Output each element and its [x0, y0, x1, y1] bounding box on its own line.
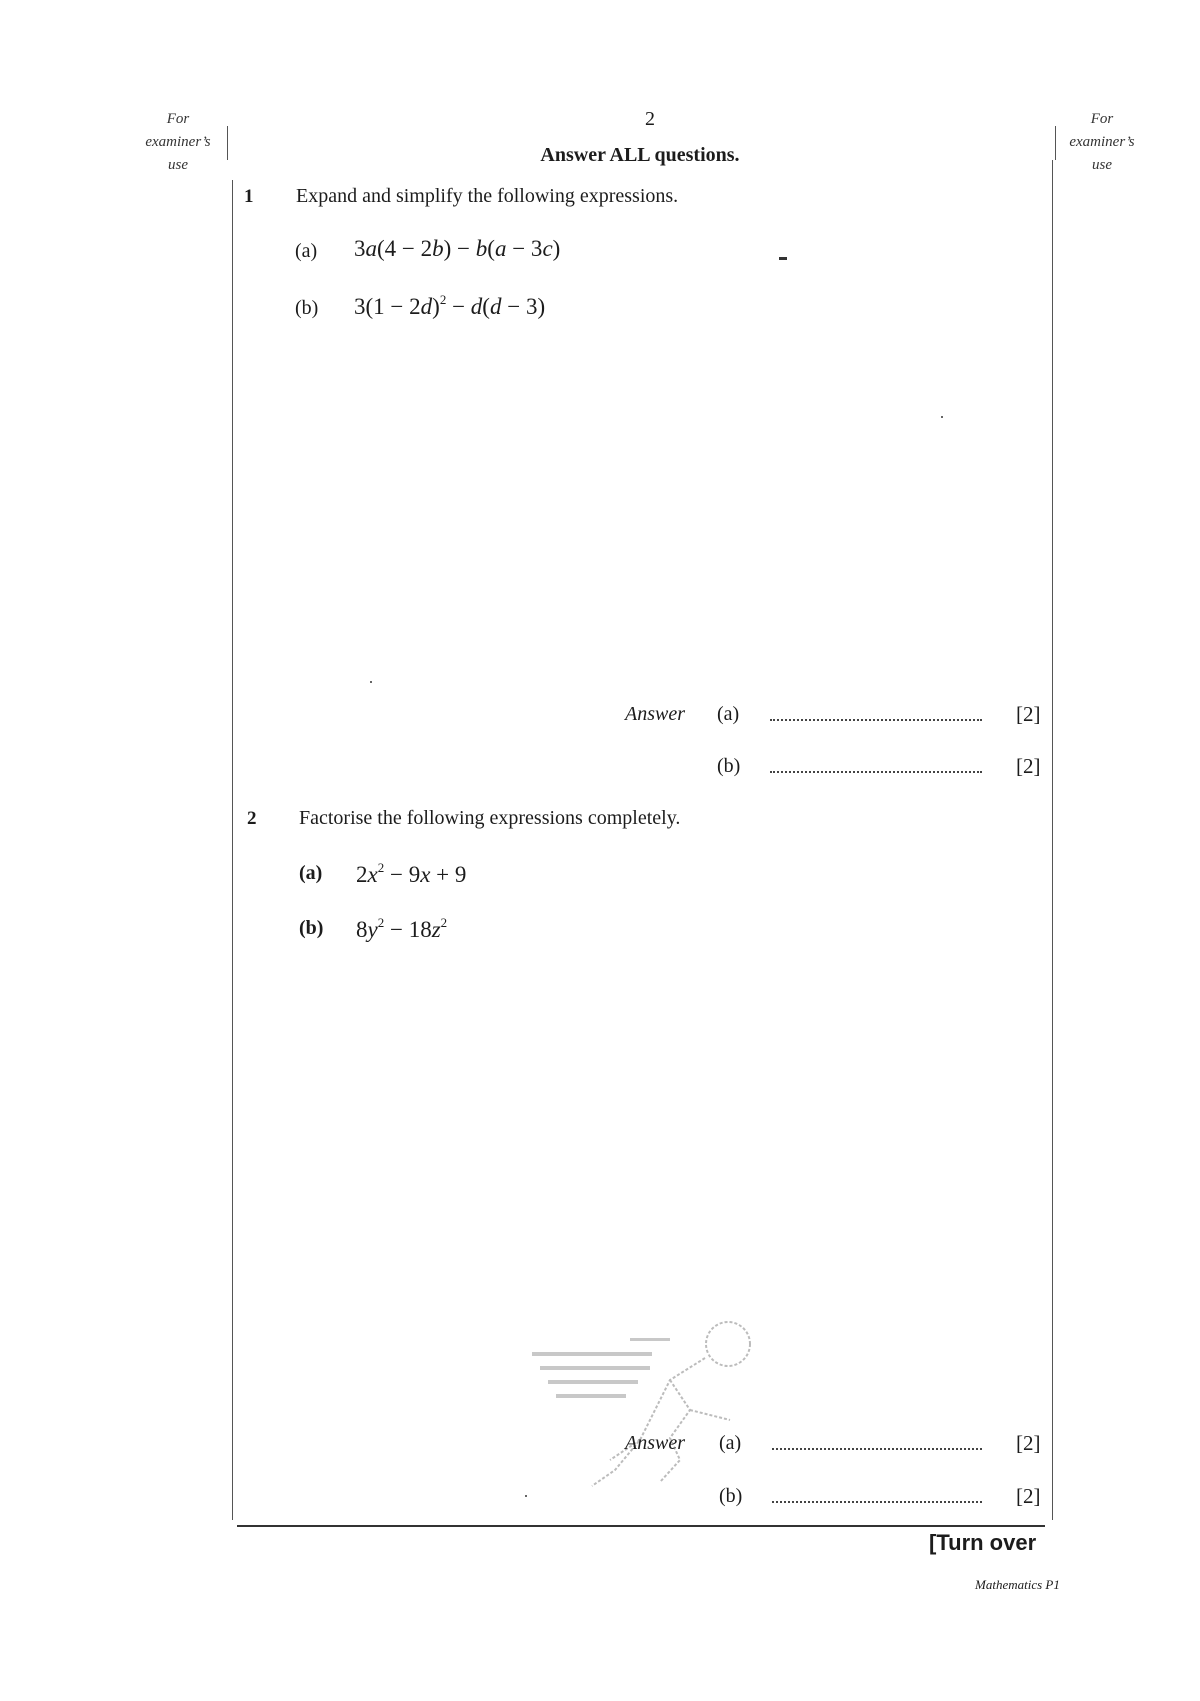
question-1a-expression: 3a(4 − 2b) − b(a − 3c): [354, 236, 561, 261]
question-2b-marks: [2]: [1016, 1484, 1041, 1508]
left-margin-rule-top: [227, 126, 228, 160]
examiner-use-right-line3: use: [1092, 157, 1112, 173]
question-1a-answer-label: (a): [717, 703, 740, 725]
question-1a-answer-line[interactable]: [770, 719, 982, 721]
examiner-use-left: [128, 108, 228, 177]
turn-over-label: [Turn over: [929, 1530, 1037, 1555]
examiner-use-left-line3: use: [168, 157, 188, 173]
question-2b-expression: $8y^2 - 18z^2$: [356, 915, 448, 942]
scan-mark: [525, 1495, 527, 1497]
examiner-use-right: [1052, 108, 1152, 177]
runner-watermark-logo: [520, 1310, 770, 1500]
question-2b-answer-label: (b): [719, 1485, 743, 1507]
question-2a-answer-label: (a): [719, 1432, 742, 1454]
examiner-use-right-line2: examiner’s: [1069, 134, 1135, 150]
examiner-use-left-line1: For: [166, 111, 190, 127]
question-2-answer-word: Answer: [625, 1432, 685, 1454]
question-1-answer-word: Answer: [625, 703, 685, 725]
question-1a-marks: [2]: [1016, 702, 1041, 726]
page-number: 2: [645, 108, 655, 130]
question-1b-answer-label: (b): [717, 755, 741, 777]
subject-footer: Mathematics P1: [975, 1577, 1060, 1592]
bottom-rule: [237, 1525, 1045, 1527]
question-2b-answer-line[interactable]: [772, 1501, 982, 1503]
scan-mark: [370, 681, 372, 683]
question-2a-label: (a): [299, 862, 323, 884]
right-margin-rule: [1052, 160, 1053, 1520]
question-1b-answer-line[interactable]: [770, 771, 982, 773]
question-1b-expression: $3(1 - 2d)^2 - d(d - 3)$: [354, 292, 546, 319]
question-2a-answer-line[interactable]: [772, 1448, 982, 1450]
examiner-use-left-line2: examiner’s: [145, 134, 211, 150]
examiner-use-right-line1: For: [1090, 111, 1114, 127]
left-margin-rule: [232, 180, 233, 1520]
question-1a-label: (a): [295, 240, 318, 262]
question-2-number: 2: [247, 808, 257, 829]
question-2b-label: (b): [299, 917, 324, 939]
question-1b-marks: [2]: [1016, 754, 1041, 778]
scan-mark: [779, 257, 787, 260]
right-margin-rule-top: [1055, 126, 1056, 160]
question-2-text: Factorise the following expressions completely.: [299, 807, 681, 829]
scan-mark: [941, 416, 943, 418]
instruction-heading: Answer ALL questions.: [540, 144, 740, 166]
question-1-number: 1: [244, 186, 254, 207]
question-1b-label: (b): [295, 297, 319, 319]
question-2a-marks: [2]: [1016, 1431, 1041, 1455]
question-2a-expression: $2x^2 - 9x + 9$: [356, 860, 467, 887]
question-1-text: Expand and simplify the following expressions.: [296, 185, 679, 207]
